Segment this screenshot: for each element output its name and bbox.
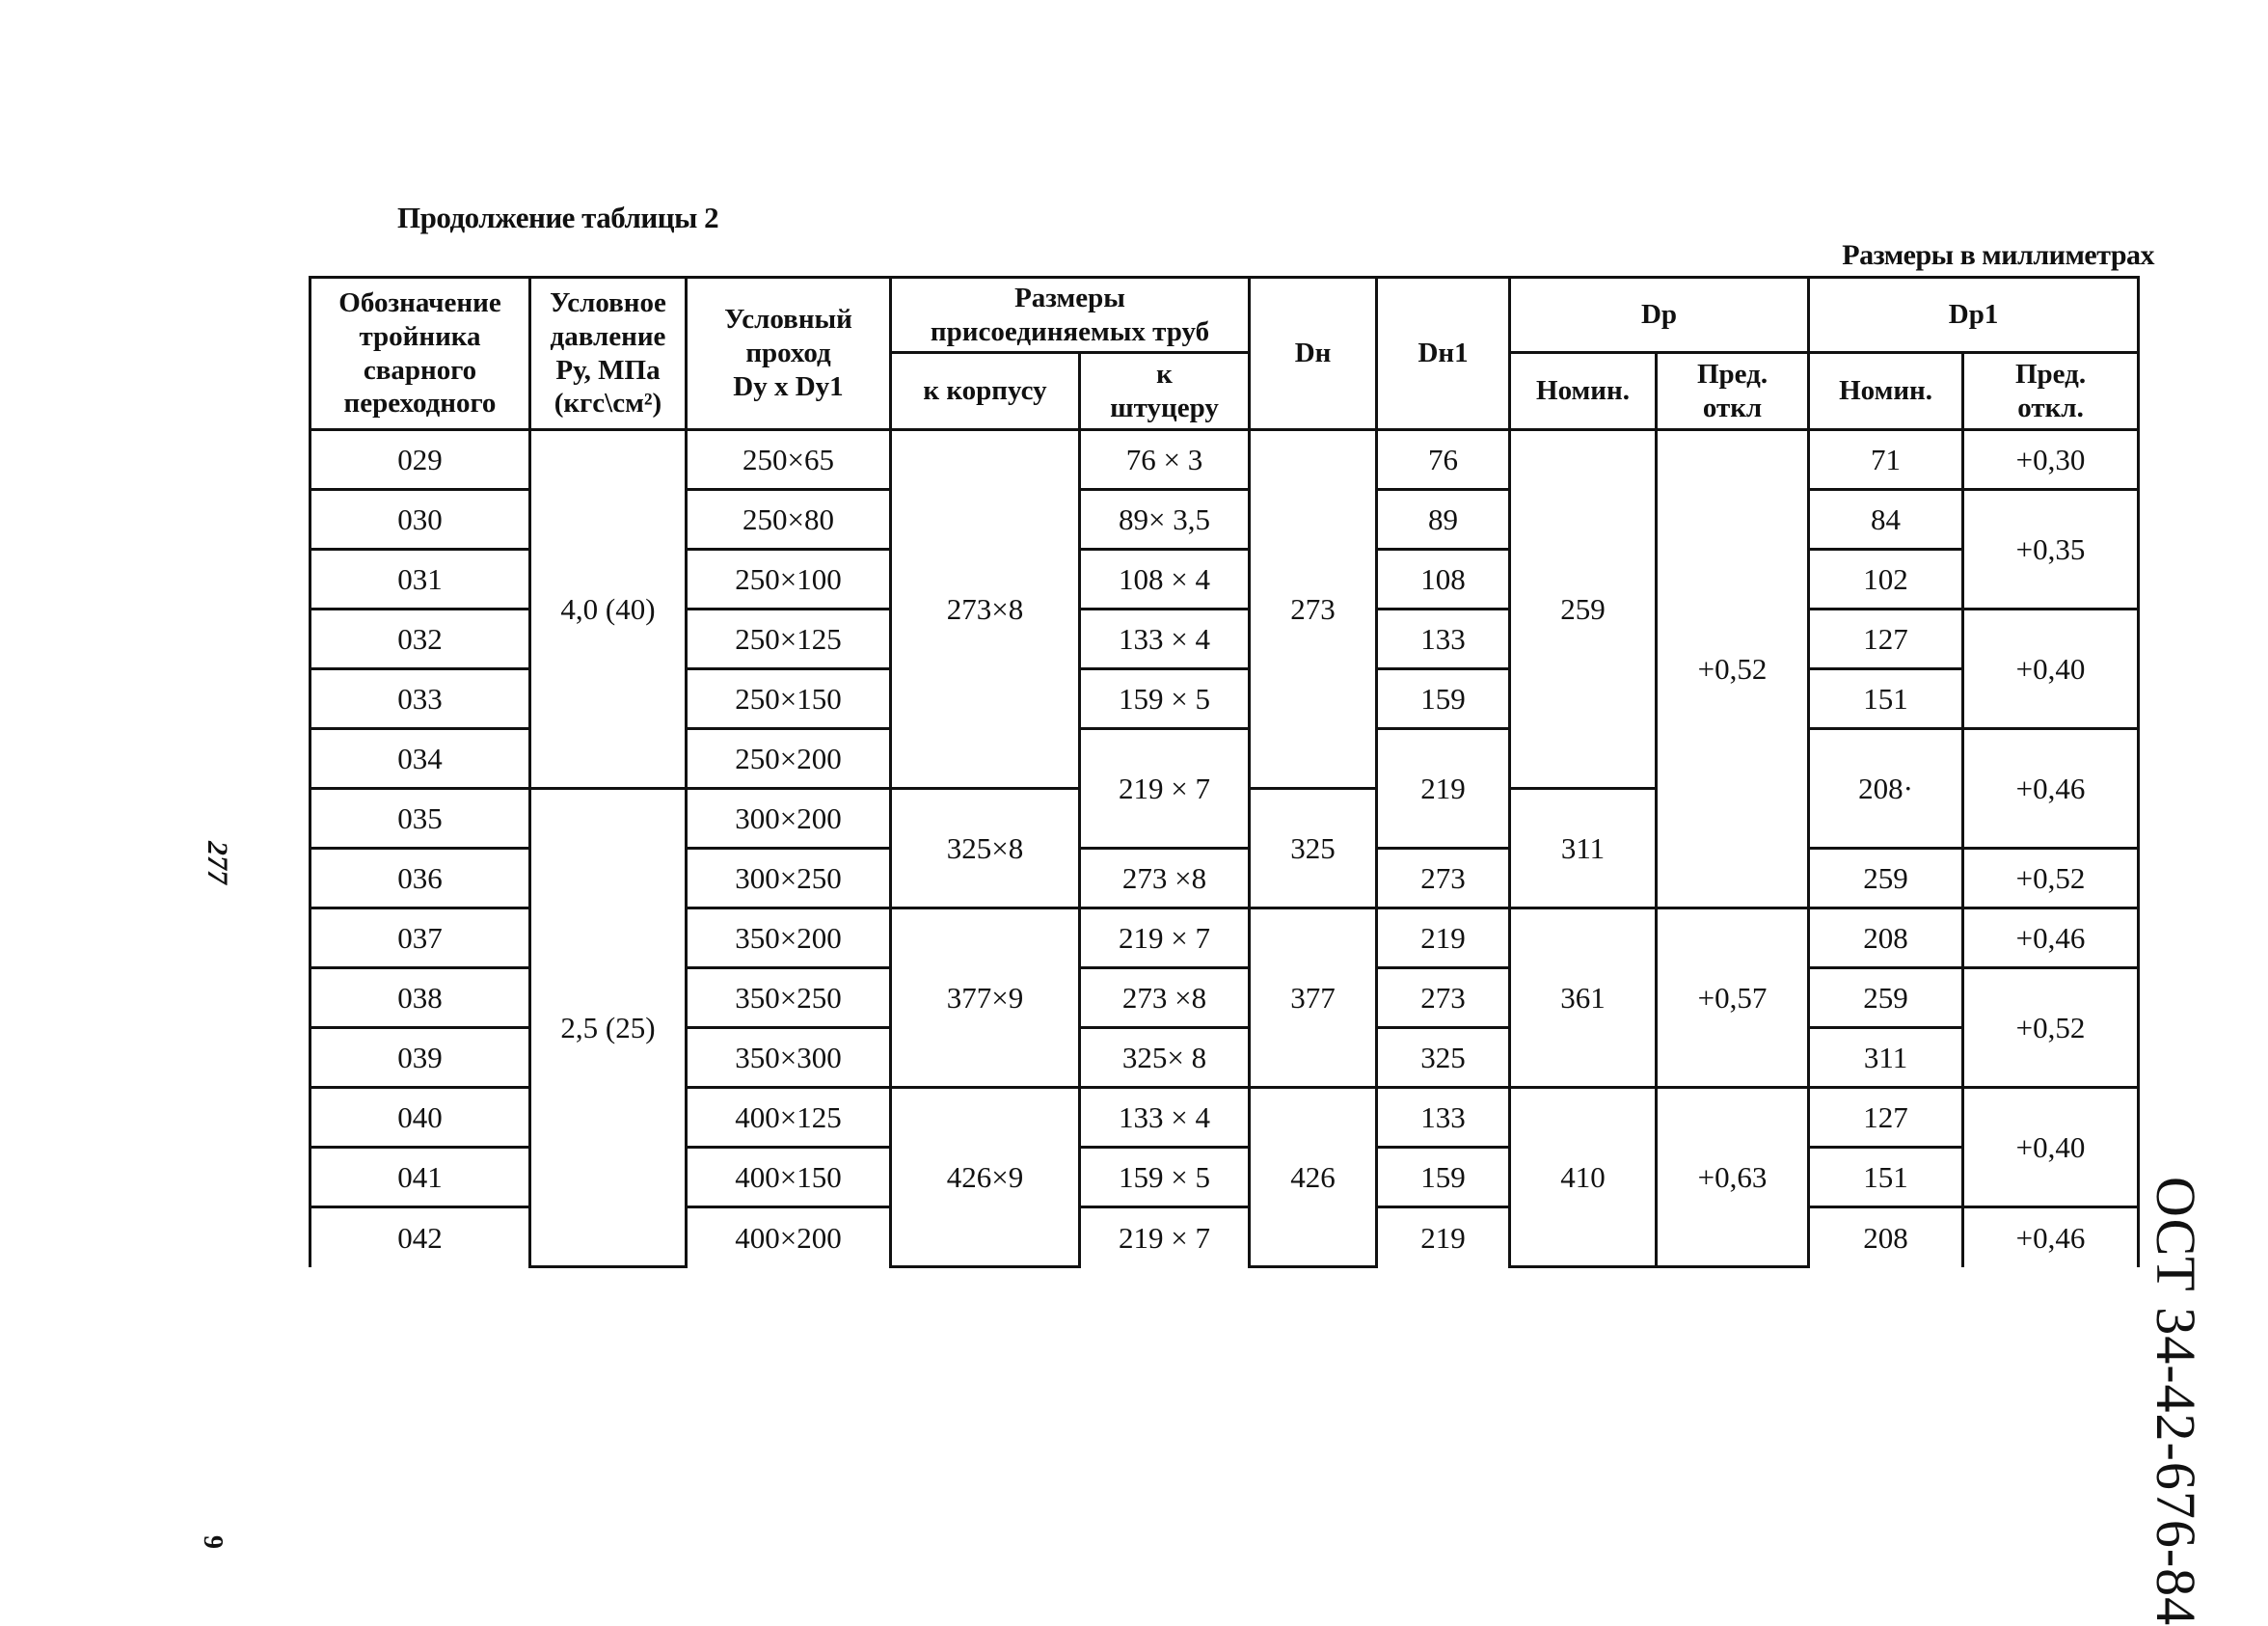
cell-to-body: 273×8 (891, 430, 1080, 789)
cell-to-fitting: 273 ×8 (1080, 968, 1250, 1028)
header-to-fitting: к штуцеру (1080, 353, 1250, 430)
cell-dp1-nominal: 151 (1809, 1148, 1963, 1207)
cell-designation: 036 (310, 849, 530, 908)
cell-passage: 250×200 (687, 729, 891, 789)
cell-to-fitting: 159 × 5 (1080, 1148, 1250, 1207)
cell-designation: 030 (310, 490, 530, 550)
cell-dn: 377 (1250, 908, 1377, 1088)
cell-dn1: 133 (1377, 610, 1510, 669)
cell-designation: 042 (310, 1207, 530, 1267)
cell-passage: 250×100 (687, 550, 891, 610)
header-dp-tolerance: Пред. откл (1657, 353, 1809, 430)
units-note: Размеры в миллиметрах (1842, 239, 2154, 271)
cell-dp1-nominal: 208· (1809, 729, 1963, 849)
cell-to-body: 426×9 (891, 1088, 1080, 1267)
cell-to-fitting: 89× 3,5 (1080, 490, 1250, 550)
cell-designation: 031 (310, 550, 530, 610)
cell-dn1: 325 (1377, 1028, 1510, 1088)
cell-passage: 400×200 (687, 1207, 891, 1267)
cell-passage: 400×150 (687, 1148, 891, 1207)
header-dn: Dн (1250, 278, 1377, 430)
cell-dn1: 273 (1377, 849, 1510, 908)
cell-passage: 300×200 (687, 789, 891, 849)
table-caption: Продолжение таблицы 2 (397, 201, 719, 234)
header-dp1-tolerance: Пред. откл. (1963, 353, 2139, 430)
cell-dn: 273 (1250, 430, 1377, 789)
cell-passage: 350×200 (687, 908, 891, 968)
cell-pressure: 2,5 (25) (530, 789, 687, 1267)
cell-designation: 040 (310, 1088, 530, 1148)
cell-dn1: 159 (1377, 1148, 1510, 1207)
cell-designation: 037 (310, 908, 530, 968)
cell-dp1-nominal: 151 (1809, 669, 1963, 729)
cell-dp-nominal: 259 (1510, 430, 1657, 789)
cell-dp1-tolerance: +0,35 (1963, 490, 2139, 610)
cell-designation: 034 (310, 729, 530, 789)
cell-dn1: 219 (1377, 1207, 1510, 1267)
cell-passage: 250×125 (687, 610, 891, 669)
cell-dp1-nominal: 71 (1809, 430, 1963, 490)
cell-designation: 035 (310, 789, 530, 849)
cell-dp-tolerance: +0,63 (1657, 1088, 1809, 1267)
cell-dp-nominal: 410 (1510, 1088, 1657, 1267)
cell-to-fitting: 159 × 5 (1080, 669, 1250, 729)
cell-to-body: 377×9 (891, 908, 1080, 1088)
page-small-number: 9 (198, 1535, 228, 1549)
cell-passage: 400×125 (687, 1088, 891, 1148)
header-pressure: Условное давление Pу, МПа (кгс\см²) (530, 278, 687, 430)
cell-dn1: 76 (1377, 430, 1510, 490)
cell-to-fitting: 76 × 3 (1080, 430, 1250, 490)
cell-dp-tolerance: +0,52 (1657, 430, 1809, 908)
cell-to-fitting: 273 ×8 (1080, 849, 1250, 908)
cell-dp1-nominal: 127 (1809, 610, 1963, 669)
cell-dn1: 133 (1377, 1088, 1510, 1148)
cell-to-fitting: 219 × 7 (1080, 908, 1250, 968)
cell-dn: 325 (1250, 789, 1377, 908)
cell-to-fitting: 219 × 7 (1080, 729, 1250, 849)
cell-dp1-tolerance: +0,40 (1963, 1088, 2139, 1207)
header-designation: Обозначение тройника сварного переходного (310, 278, 530, 430)
header-dp1-nominal: Номин. (1809, 353, 1963, 430)
header-dp1: Dр1 (1809, 278, 2139, 353)
cell-dn1: 159 (1377, 669, 1510, 729)
cell-to-fitting: 133 × 4 (1080, 610, 1250, 669)
cell-dp1-nominal: 84 (1809, 490, 1963, 550)
cell-designation: 032 (310, 610, 530, 669)
cell-designation: 038 (310, 968, 530, 1028)
cell-designation: 041 (310, 1148, 530, 1207)
dimensions-table (309, 276, 2140, 1268)
cell-to-fitting: 325× 8 (1080, 1028, 1250, 1088)
cell-dp1-nominal: 259 (1809, 849, 1963, 908)
cell-passage: 350×250 (687, 968, 891, 1028)
cell-designation: 029 (310, 430, 530, 490)
cell-dp-tolerance: +0,57 (1657, 908, 1809, 1088)
cell-dn1: 273 (1377, 968, 1510, 1028)
cell-dp1-nominal: 259 (1809, 968, 1963, 1028)
cell-to-body: 325×8 (891, 789, 1080, 908)
cell-passage: 300×250 (687, 849, 891, 908)
cell-dn: 426 (1250, 1088, 1377, 1267)
cell-dn1: 108 (1377, 550, 1510, 610)
header-dp-nominal: Номин. (1510, 353, 1657, 430)
cell-dp1-tolerance: +0,46 (1963, 908, 2139, 968)
cell-dp1-nominal: 311 (1809, 1028, 1963, 1088)
cell-dp1-tolerance: +0,52 (1963, 849, 2139, 908)
cell-dp1-nominal: 102 (1809, 550, 1963, 610)
cell-dp-nominal: 311 (1510, 789, 1657, 908)
cell-dn1: 89 (1377, 490, 1510, 550)
cell-dp-nominal: 361 (1510, 908, 1657, 1088)
cell-dp1-nominal: 127 (1809, 1088, 1963, 1148)
cell-to-fitting: 108 × 4 (1080, 550, 1250, 610)
header-to-body: к корпусу (891, 353, 1080, 430)
cell-dn1: 219 (1377, 729, 1510, 849)
cell-dp1-tolerance: +0,40 (1963, 610, 2139, 729)
cell-dp1-tolerance: +0,46 (1963, 729, 2139, 849)
cell-designation: 039 (310, 1028, 530, 1088)
cell-passage: 250×150 (687, 669, 891, 729)
cell-pressure: 4,0 (40) (530, 430, 687, 789)
header-passage: Условный проход Dу x Dу1 (687, 278, 891, 430)
cell-to-fitting: 219 × 7 (1080, 1207, 1250, 1267)
cell-passage: 350×300 (687, 1028, 891, 1088)
header-dn1: Dн1 (1377, 278, 1510, 430)
cell-designation: 033 (310, 669, 530, 729)
cell-dp1-tolerance: +0,52 (1963, 968, 2139, 1088)
cell-passage: 250×65 (687, 430, 891, 490)
cell-dn1: 219 (1377, 908, 1510, 968)
header-dp: Dр (1510, 278, 1809, 353)
cell-dp1-tolerance: +0,46 (1963, 1207, 2139, 1267)
page-number: 277 (202, 841, 233, 884)
cell-dp1-tolerance: +0,30 (1963, 430, 2139, 490)
cell-dp1-nominal: 208 (1809, 908, 1963, 968)
cell-passage: 250×80 (687, 490, 891, 550)
document-code: ОСТ 34-42-676-84 (2145, 1177, 2207, 1626)
table-row (310, 430, 2139, 490)
header-pipe-sizes: Размеры присоединяемых труб (891, 278, 1250, 353)
cell-to-fitting: 133 × 4 (1080, 1088, 1250, 1148)
cell-dp1-nominal: 208 (1809, 1207, 1963, 1267)
